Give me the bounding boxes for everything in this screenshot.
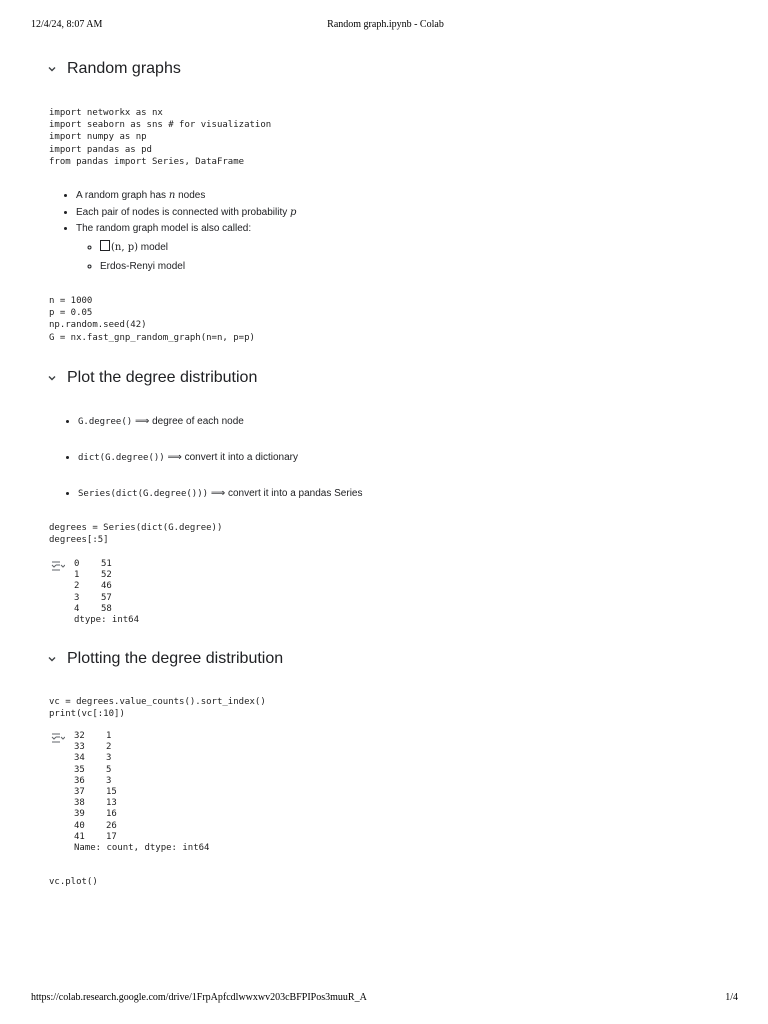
row-value: 17 bbox=[106, 831, 117, 842]
code-line: vc = degrees.value_counts().sort_index() bbox=[49, 697, 266, 707]
text: Each pair of nodes is connected with probability bbox=[76, 206, 291, 218]
table-row bbox=[74, 742, 209, 753]
arrow: ⟹ bbox=[164, 452, 185, 463]
dtype-line: Name: count, dtype: int64 bbox=[74, 842, 210, 853]
text: convert it into a dictionary bbox=[184, 452, 298, 463]
markdown-degree-notes bbox=[64, 414, 362, 522]
code-line: import pandas as pd bbox=[49, 144, 152, 155]
table-row bbox=[74, 753, 209, 764]
list-item bbox=[78, 414, 362, 450]
table-row bbox=[74, 798, 209, 809]
table-row bbox=[74, 559, 139, 570]
row-value: 13 bbox=[106, 798, 117, 809]
row-index: 4 bbox=[74, 603, 80, 614]
code-line: print(vc[:10]) bbox=[49, 709, 125, 720]
code-line: np.random.seed(42) bbox=[49, 320, 147, 331]
output-toggle-icon[interactable] bbox=[51, 731, 65, 743]
table-row bbox=[74, 581, 139, 592]
row-value: 5 bbox=[106, 764, 112, 775]
row-index: 35 bbox=[74, 764, 85, 775]
chevron-down-icon[interactable] bbox=[45, 62, 59, 76]
row-index: 38 bbox=[74, 798, 85, 809]
code-cell-imports[interactable] bbox=[49, 107, 271, 168]
row-index: 0 bbox=[74, 559, 80, 569]
table-row bbox=[74, 731, 209, 742]
code-line: n = 1000 bbox=[49, 296, 93, 306]
output-text bbox=[74, 559, 139, 626]
text: The random graph model is also called: bbox=[76, 223, 252, 234]
missing-glyph-icon bbox=[100, 240, 110, 251]
table-row bbox=[74, 832, 209, 843]
math-np: (n, p) bbox=[111, 241, 139, 253]
print-header bbox=[31, 19, 740, 33]
dtype-line: dtype: int64 bbox=[74, 614, 140, 625]
code-line: import seaborn as sns # for visualization bbox=[49, 120, 272, 131]
inline-code: Series(dict(G.degree())) bbox=[78, 489, 209, 499]
row-index: 3 bbox=[74, 592, 80, 603]
code-cell-params[interactable] bbox=[49, 295, 255, 344]
list-item bbox=[76, 205, 296, 222]
row-index: 37 bbox=[74, 786, 85, 797]
row-value: 15 bbox=[106, 786, 117, 797]
text: degree of each node bbox=[152, 416, 244, 427]
section-title: Plotting the degree distribution bbox=[67, 650, 284, 667]
row-value: 58 bbox=[101, 603, 112, 614]
print-title: Random graph.ipynb - Colab bbox=[327, 19, 444, 30]
code-cell-plot[interactable] bbox=[49, 876, 98, 888]
table-row bbox=[74, 821, 209, 832]
code-line: degrees = Series(dict(G.degree)) bbox=[49, 523, 223, 533]
row-value: 52 bbox=[101, 570, 112, 581]
math-n: n bbox=[168, 190, 176, 201]
table-row bbox=[74, 776, 209, 787]
code-line: import networkx as nx bbox=[49, 108, 163, 118]
code-line: vc.plot() bbox=[49, 877, 98, 887]
arrow: ⟹ bbox=[132, 416, 153, 427]
table-row bbox=[74, 570, 139, 581]
code-line: from pandas import Series, DataFrame bbox=[49, 156, 245, 167]
row-index: 2 bbox=[74, 581, 80, 592]
code-line: import numpy as np bbox=[49, 132, 147, 143]
list-item bbox=[76, 188, 296, 205]
section-title: Plot the degree distribution bbox=[67, 369, 258, 386]
table-row bbox=[74, 604, 139, 615]
chevron-down-icon[interactable] bbox=[45, 371, 59, 385]
row-index: 39 bbox=[74, 809, 85, 820]
list-item bbox=[76, 221, 296, 272]
code-cell-value-counts[interactable] bbox=[49, 696, 266, 720]
table-row bbox=[74, 809, 209, 820]
row-index: 34 bbox=[74, 753, 85, 764]
list-item bbox=[100, 257, 296, 276]
code-line: G = nx.fast_gnp_random_graph(n=n, p=p) bbox=[49, 332, 255, 343]
section-heading-plotting-degree[interactable] bbox=[45, 648, 283, 670]
sub-list bbox=[76, 238, 296, 276]
table-row bbox=[74, 593, 139, 604]
section-heading-plot-degree[interactable] bbox=[45, 367, 257, 389]
table-row bbox=[74, 787, 209, 798]
arrow: ⟹ bbox=[208, 488, 228, 499]
row-value: 3 bbox=[106, 775, 112, 786]
row-index: 41 bbox=[74, 831, 85, 842]
row-index: 1 bbox=[74, 570, 80, 581]
text: A random graph has bbox=[76, 190, 169, 201]
code-cell-degrees[interactable] bbox=[49, 522, 222, 546]
row-value: 46 bbox=[101, 581, 112, 592]
table-row bbox=[74, 765, 209, 776]
code-line: degrees[:5] bbox=[49, 535, 109, 546]
row-value: 3 bbox=[106, 753, 112, 764]
text: Erdos-Renyi model bbox=[100, 260, 186, 272]
text: nodes bbox=[175, 190, 206, 201]
row-index: 36 bbox=[74, 775, 85, 786]
output-toggle-icon[interactable] bbox=[51, 559, 65, 571]
row-index: 32 bbox=[74, 731, 85, 741]
list-item bbox=[78, 450, 362, 486]
section-heading-random-graphs[interactable] bbox=[45, 58, 181, 80]
chevron-down-icon[interactable] bbox=[45, 652, 59, 666]
row-value: 16 bbox=[106, 809, 117, 820]
row-index: 40 bbox=[74, 820, 85, 831]
code-line: p = 0.05 bbox=[49, 308, 93, 319]
text: model bbox=[138, 241, 169, 253]
page-number: 1/4 bbox=[725, 992, 738, 1003]
inline-code: dict(G.degree()) bbox=[78, 453, 165, 463]
row-value: 1 bbox=[106, 731, 112, 741]
markdown-random-graph-notes bbox=[62, 188, 297, 272]
list-item bbox=[100, 238, 296, 257]
row-value: 26 bbox=[106, 820, 117, 831]
list-item bbox=[78, 486, 362, 522]
row-value: 2 bbox=[106, 742, 112, 753]
print-url: https://colab.research.google.com/drive/1FrpApfcdlwwxwv203cBFPIPos3muuR_A bbox=[31, 992, 367, 1003]
print-footer bbox=[31, 992, 738, 1006]
text: convert it into a pandas Series bbox=[227, 488, 363, 499]
inline-code: G.degree() bbox=[78, 417, 133, 427]
row-value: 51 bbox=[101, 559, 112, 569]
print-date: 12/4/24, 8:07 AM bbox=[31, 19, 103, 30]
row-value: 57 bbox=[101, 592, 112, 603]
row-index: 33 bbox=[74, 742, 85, 753]
math-p: p bbox=[290, 206, 297, 218]
section-title: Random graphs bbox=[67, 60, 181, 77]
output-text bbox=[74, 731, 209, 854]
